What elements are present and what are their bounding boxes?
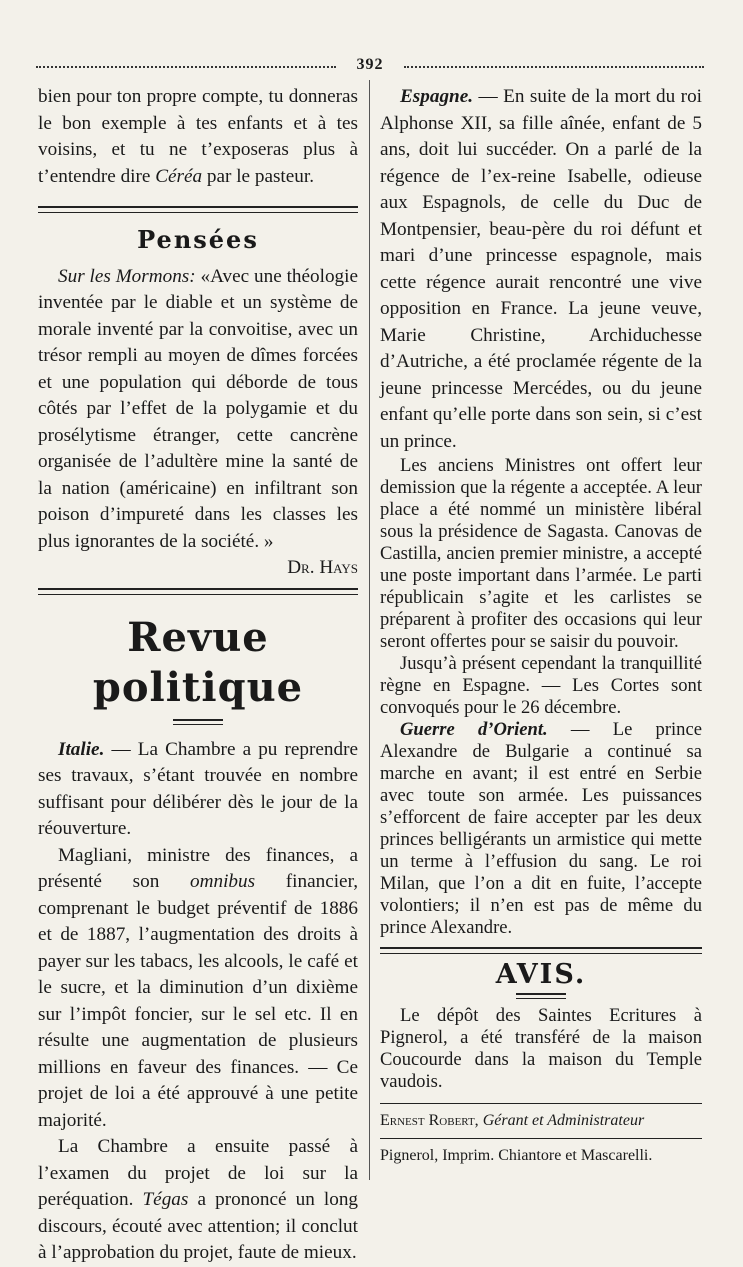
espagne-text: — En suite de la mort du roi Alphonse XII, sa fille aînée, enfant de 5 ans, doit lui succéder. On a parlé de la régence de l’ex-reine Isabelle, odieuse aux Espagnols, de celle du Duc de Montpensier, beau-père du roi défunt et mari d’une princesse espagnole, mais cette régence aurait rencontré une vive opposition en France. La jeune veuve, Marie Christine, Archiduchesse d’Autriche, a été proclamée régente de la jeune princesse Mercédes, ou du jeune enfant qu’elle porte dans son sein, si c’est un prince. (380, 86, 702, 452)
tranquillite-paragraph (380, 653, 702, 719)
espagne-paragraph (380, 84, 702, 455)
magliani-text-b: financier, comprenant le budget préventif de 1886 et de 1887, l’augmentation des droits à payer sur les tabacs, les alcools, le café et le sucre, et la diminution d’un dixième sur l’impôt foncier, sur le sel etc. Il en résulte une augmentation de plusieurs millions en faveur des finances. — Ce projet de loi a été approuvé à une petite majorité. (38, 871, 358, 1131)
pensees-lead: Sur les Mormons: (58, 265, 196, 287)
page-number: 392 (356, 56, 384, 73)
continued-text-end: par le pasteur. (206, 165, 314, 187)
magliani-text-a: Magliani, ministre des finances, a présenté son (38, 844, 358, 892)
imprim-text: Pignerol, Imprim. Chiantore et Mascarelli. (380, 1146, 653, 1164)
italie-paragraph (38, 737, 358, 843)
italie-text: — La Chambre a pu reprendre ses travaux, s’étant trouvée en nombre suffisant pour délibérer dès le jour de la réouverture. (38, 738, 358, 839)
imprim-line (380, 1145, 702, 1167)
gerant-role: Gérant et Administrateur (482, 1111, 645, 1129)
cerea-word: Céréa (155, 165, 203, 187)
ministres-paragraph (380, 455, 702, 653)
guerre-heading: Guerre d’Orient. (400, 719, 548, 740)
tegas-word: Tégas (142, 1189, 189, 1210)
right-column (380, 84, 702, 1167)
chambre-text-b: a prononcé un long discours, écouté avec attention; il conclut à l’approbation du projet, faute de mieux. (38, 1189, 359, 1263)
avis-text: Le dépôt des Saintes Ecritures à Pignerol, a été transféré de la maison Coucourde dans la maison du Temple vaudois. (380, 1004, 702, 1092)
espagne-heading: Espagne. (400, 86, 474, 107)
tranquillite-text: Jusqu’à présent cependant la tranquillité règne en Espagne. — Les Cortes sont convoqués pour le 26 décembre. (380, 653, 702, 718)
page-header (36, 56, 704, 76)
gerant-line (380, 1110, 702, 1132)
pensees-title: Pensées (137, 225, 259, 254)
chambre-text-a: La Chambre a ensuite passé à l’examen du projet de loi sur la peréquation. (38, 1136, 358, 1210)
avis-title: AVIS. (495, 959, 587, 990)
chambre-paragraph (38, 1134, 358, 1267)
ministres-text: Les anciens Ministres ont offert leur demission que la régente a acceptée. A leur place a été nommé un ministère libéral sous la présidence de Sagasta. Canovas de Castilla, ancien premier ministre, a accepté une poste important dans l’armée. Le parti républicain s’agite et les carlistes se préparent à profiter des occasions qui leur seront offertes pour se saisir du pouvoir. (380, 455, 702, 652)
pensees-text: «Avec une théologie inventée par le diable et un système de morale inventé par la convoitise, avec un trésor rempli au moyen de dîmes forcées et une population qui déborde de tous côtés par l’effet de la polygamie et du prosélytisme étranger, cette cancrène organisée de l’adultère mine la santé de la nation (américaine) en infiltrant son poison d’impureté dans les classes les plus ignorantes de la société. » (38, 265, 358, 552)
italie-heading: Italie. (58, 738, 105, 760)
avis-paragraph (380, 1005, 702, 1093)
section-rule (380, 947, 702, 954)
section-rule (38, 206, 358, 213)
pensees-signature-row (38, 555, 358, 582)
left-column (38, 84, 358, 1267)
continued-text: bien pour ton propre compte, tu donneras le bon exemple à tes enfants et à tes voisins, et tu ne t’exposeras plus à t’entendre dire (38, 86, 358, 187)
revue-title: Revue politique (92, 613, 304, 711)
section-rule (38, 588, 358, 595)
guerre-text: — Le prince Alexandre de Bulgarie a continué sa marche en avant; il est entré en Serbie avec toute son armée. Les puissances s’efforcent de faire accepter par les deux princes belligérants un armistice qui mette un terme à l’effusion du sang. Le roi Milan, que l’on a dit en fuite, l’accepte volontiers; il n’en est pas de même du prince Alexandre. (380, 719, 702, 938)
magliani-paragraph (38, 843, 358, 1135)
guerre-paragraph (380, 719, 702, 939)
column-divider (369, 80, 370, 1180)
pensees-signature: Dr. Hays (287, 557, 358, 578)
header-rule-right (404, 66, 704, 68)
omnibus-word: omnibus (190, 871, 256, 892)
gerant-name: Ernest Robert, (380, 1111, 479, 1129)
pensees-paragraph (38, 264, 358, 556)
continued-paragraph (38, 84, 358, 190)
